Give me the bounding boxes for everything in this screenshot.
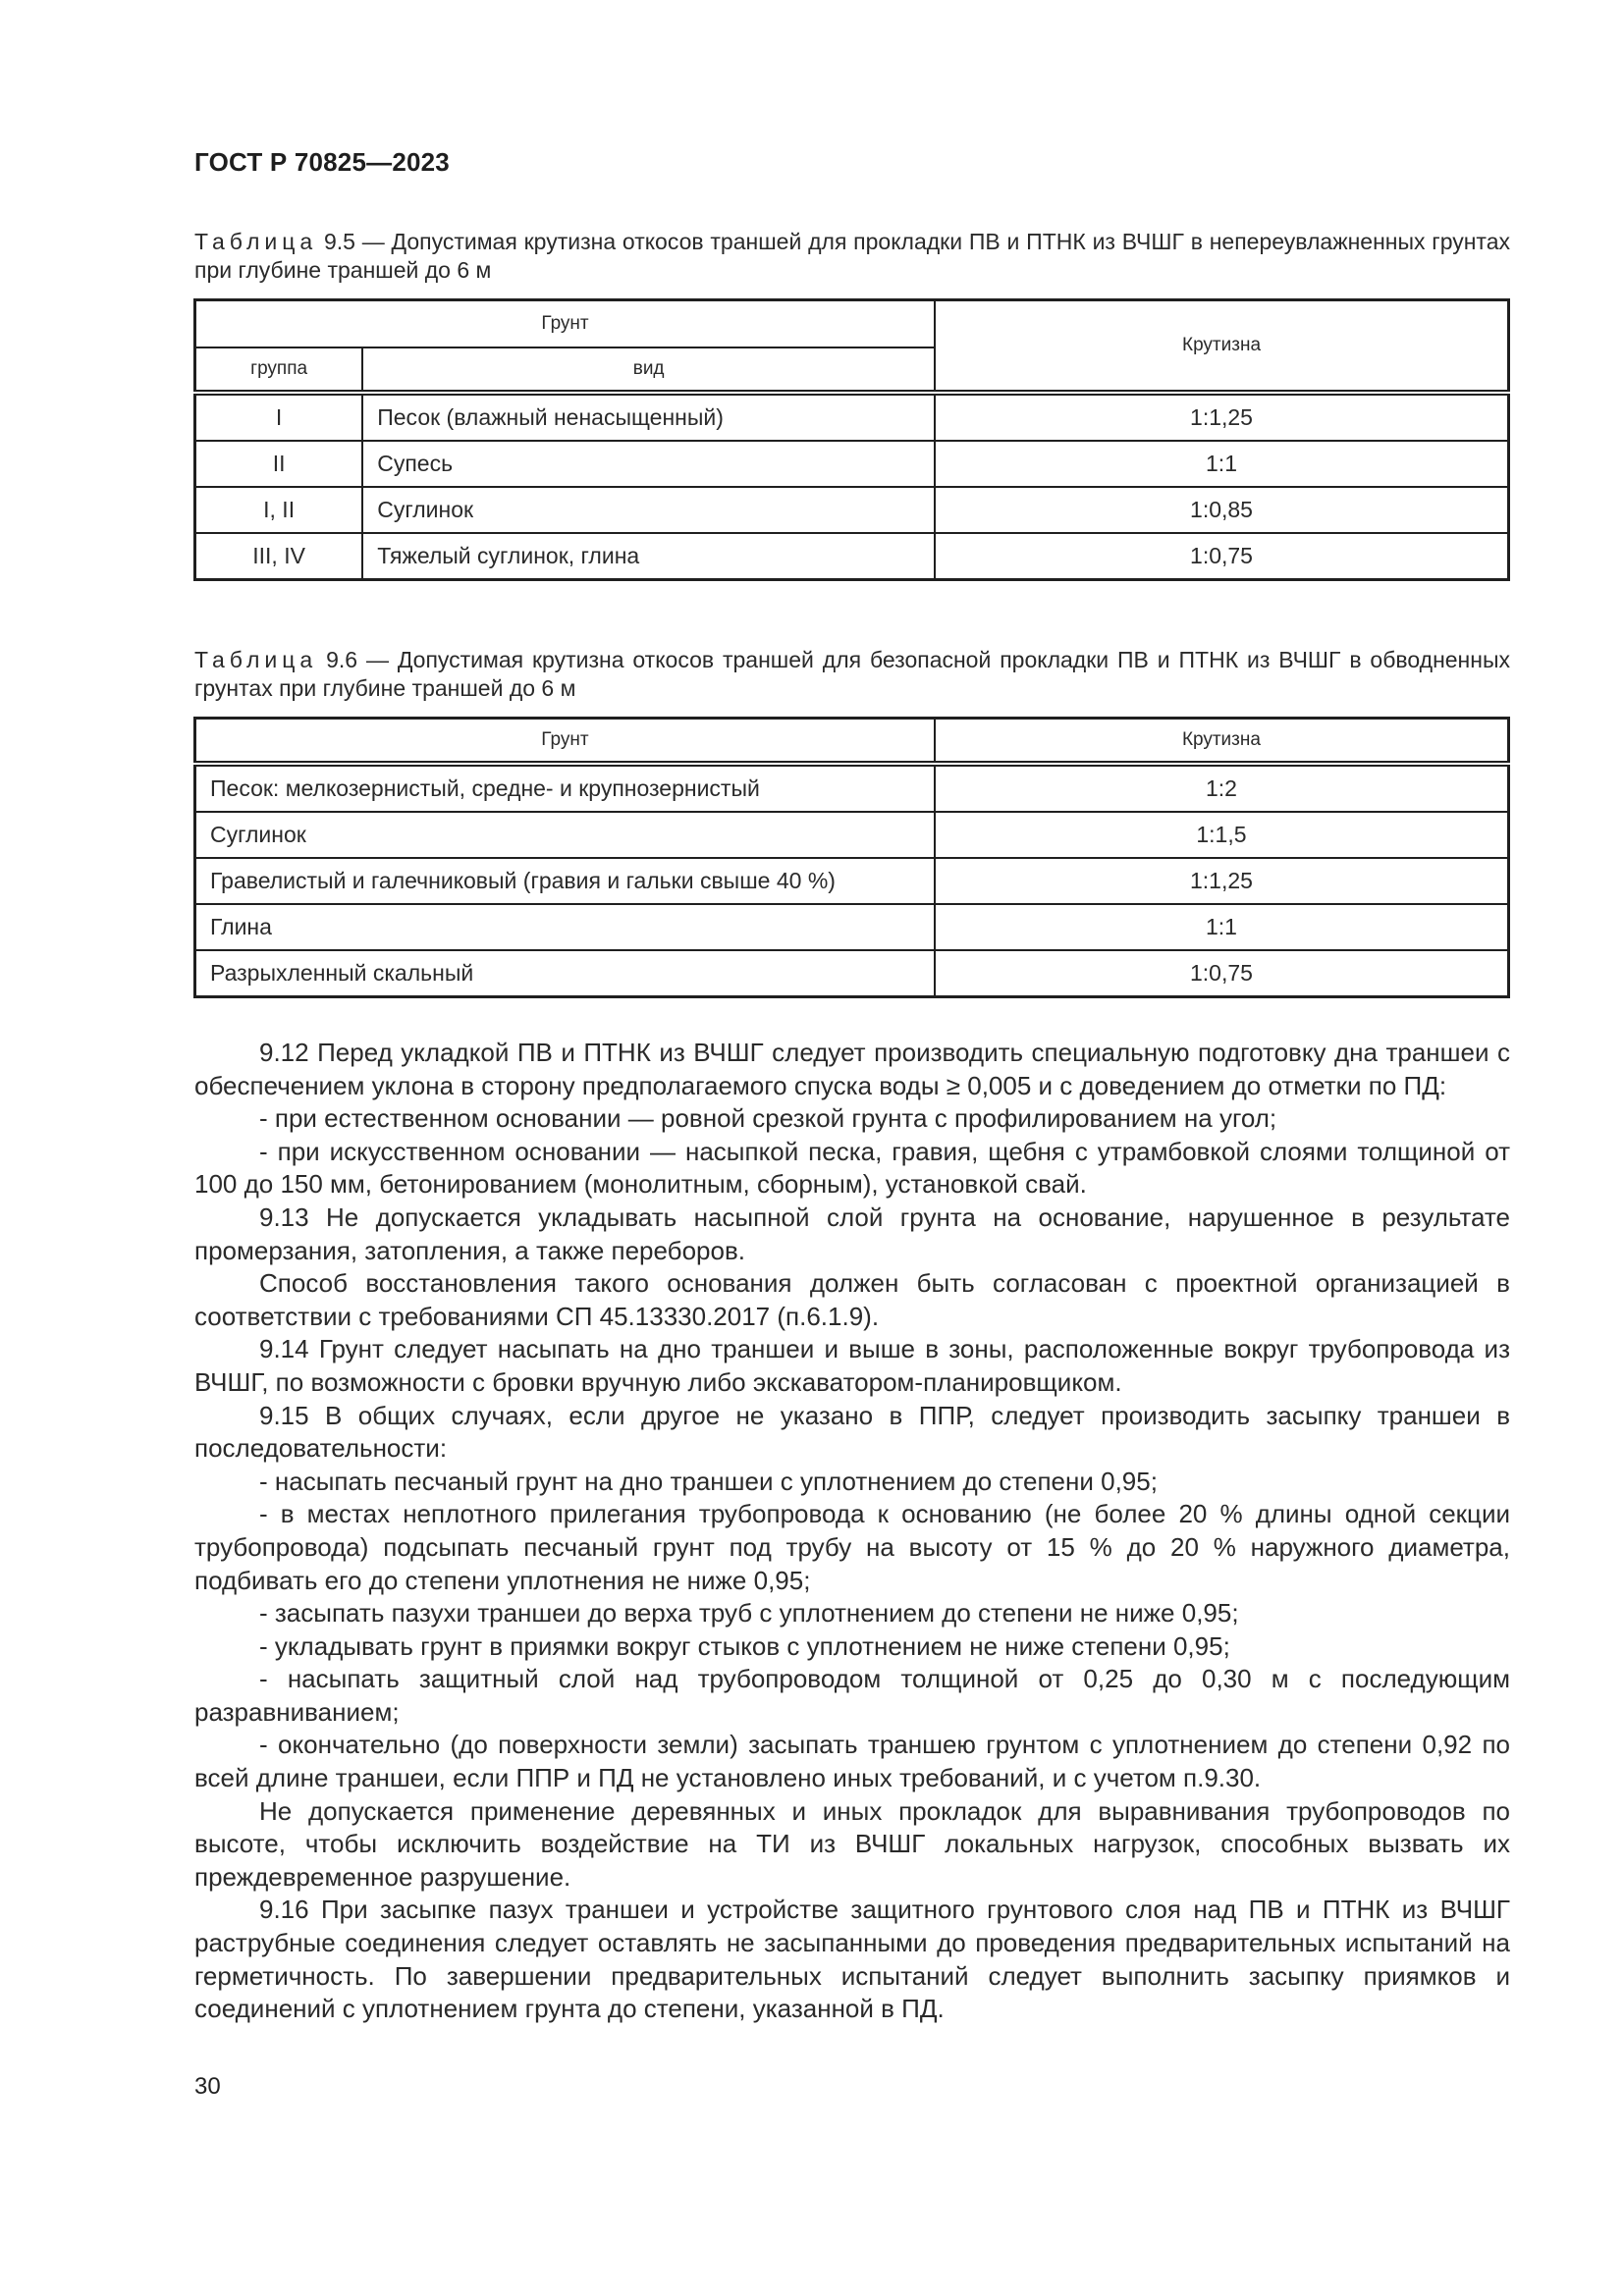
- cell-group: II: [195, 441, 363, 487]
- header-type: вид: [362, 347, 935, 393]
- cell-group: I: [195, 393, 363, 441]
- paragraph-9-13: 9.13 Не допускается укладывать насыпной слой грунта на основание, нарушенное в результате промерзания, затопления, а также переборов.: [194, 1201, 1510, 1265]
- header-soil: Грунт: [195, 719, 935, 765]
- table-row: [195, 904, 1509, 950]
- list-item: - при естественном основании — ровной срезкой грунта с профилированием на угол;: [259, 1103, 1277, 1134]
- list-item: - насыпать защитный слой над трубопроводом толщиной от 0,25 до 0,30 м с последующим разравниванием;: [194, 1664, 1510, 1727]
- list-item: - укладывать грунт в приямки вокруг стыков с уплотнением не ниже степени 0,95;: [259, 1630, 1230, 1661]
- cell-type: Песок (влажный ненасыщенный): [362, 393, 935, 441]
- cell-slope: 1:0,75: [935, 533, 1508, 580]
- cell-group: III, IV: [195, 533, 363, 580]
- header-soil: Грунт: [195, 300, 936, 348]
- table-row: [195, 858, 1509, 904]
- table-word: Таблица: [194, 229, 318, 254]
- cell-soil: Песок: мелкозернистый, средне- и крупнозернистый: [195, 764, 935, 812]
- cell-slope: 1:0,85: [935, 487, 1508, 533]
- paragraph-9-12: 9.12 Перед укладкой ПВ и ПТНК из ВЧШГ следует производить специальную подготовку дна траншеи с обеспечением уклона в сторону предполагаемого спуска воды ≥ 0,005 и с доведением до отметки по ПД:: [194, 1038, 1510, 1100]
- document-header: ГОСТ Р 70825—2023: [194, 147, 450, 177]
- table-row: [195, 812, 1509, 858]
- table-9-6: [193, 717, 1510, 998]
- cell-soil: Суглинок: [195, 812, 935, 858]
- page-number: 30: [194, 2073, 221, 2100]
- paragraph-9-15: 9.15 В общих случаях, если другое не указано в ППР, следует производить засыпку траншеи в последовательности:: [194, 1400, 1510, 1464]
- cell-slope: 1:1: [935, 904, 1509, 950]
- paragraph: Не допускается применение деревянных и иных прокладок для выравнивания трубопроводов по высоте, чтобы исключить воздействие на ТИ из ВЧШГ локальных нагрузок, способных вызвать их преждевременное разрушение.: [194, 1795, 1510, 1892]
- paragraph: Способ восстановления такого основания должен быть согласован с проектной организацией в соответствии с требованиями СП 45.13330.2017 (п.6.1.9).: [194, 1268, 1510, 1331]
- list-item: - при искусственном основании — насыпкой песка, гравия, щебня с утрамбовкой слоями толщиной от 100 до 150 мм, бетонированием (монолитным, сборным), установкой свай.: [194, 1136, 1510, 1200]
- header-group: группа: [195, 347, 363, 393]
- table-9-5: [193, 298, 1510, 581]
- cell-slope: 1:2: [935, 764, 1509, 812]
- body-text: [194, 1037, 1510, 2026]
- table-9-6-caption: [194, 646, 1510, 703]
- cell-slope: 1:1,5: [935, 812, 1509, 858]
- cell-type: Супесь: [362, 441, 935, 487]
- list-item: - в местах неплотного прилегания трубопровода к основанию (не более 20 % длины одной секции трубопровода) подсыпать песчаный грунт под трубу на высоту от 15 % до 20 % наружного диаметра, подбивать его до степени уплотнения не ниже 0,95;: [194, 1499, 1510, 1595]
- header-slope: Крутизна: [935, 719, 1509, 765]
- cell-soil: Гравелистый и галечниковый (гравия и гальки свыше 40 %): [195, 858, 935, 904]
- table-9-5-caption: [194, 228, 1510, 285]
- caption-text: 9.5 — Допустимая крутизна откосов траншей для прокладки ПВ и ПТНК из ВЧШГ в непереувлажненных грунтах при глубине траншей до 6 м: [194, 229, 1510, 283]
- header-slope: Крутизна: [935, 300, 1508, 394]
- cell-type: Суглинок: [362, 487, 935, 533]
- table-row: [195, 487, 1509, 533]
- cell-slope: 1:1: [935, 441, 1508, 487]
- table-row: [195, 393, 1509, 441]
- cell-group: I, II: [195, 487, 363, 533]
- list-item: - окончательно (до поверхности земли) засыпать траншею грунтом с уплотнением до степени 0,92 по всей длине траншеи, если ППР и ПД не установлено иных требований, и с учетом п.9.30.: [194, 1730, 1510, 1793]
- cell-slope: 1:1,25: [935, 858, 1509, 904]
- paragraph-9-14: 9.14 Грунт следует насыпать на дно траншеи и выше в зоны, расположенные вокруг трубопровода из ВЧШГ, по возможности с бровки вручную либо экскаватором-планировщиком.: [194, 1334, 1510, 1397]
- table-row: [195, 533, 1509, 580]
- cell-type: Тяжелый суглинок, глина: [362, 533, 935, 580]
- table-word: Таблица: [194, 647, 318, 672]
- cell-slope: 1:0,75: [935, 950, 1509, 997]
- table-row: [195, 441, 1509, 487]
- list-item: - насыпать песчаный грунт на дно траншеи с уплотнением до степени 0,95;: [259, 1466, 1158, 1496]
- list-item: - засыпать пазухи траншеи до верха труб с уплотнением до степени не ниже 0,95;: [259, 1598, 1239, 1629]
- caption-text: 9.6 — Допустимая крутизна откосов траншей для безопасной прокладки ПВ и ПТНК из ВЧШГ в обводненных грунтах при глубине траншей до 6 м: [194, 647, 1510, 701]
- paragraph-9-16: 9.16 При засыпке пазух траншеи и устройстве защитного грунтового слоя над ПВ и ПТНК из ВЧШГ раструбные соединения следует оставлять не засыпанными до проведения предварительных испытаний на герметичность. По завершении предварительных испытаний следует выполнить засыпку приямков и соединений с уплотнением грунта до степени, указанной в ПД.: [194, 1895, 1510, 2024]
- table-row: [195, 950, 1509, 997]
- cell-soil: Глина: [195, 904, 935, 950]
- table-row: [195, 764, 1509, 812]
- cell-soil: Разрыхленный скальный: [195, 950, 935, 997]
- cell-slope: 1:1,25: [935, 393, 1508, 441]
